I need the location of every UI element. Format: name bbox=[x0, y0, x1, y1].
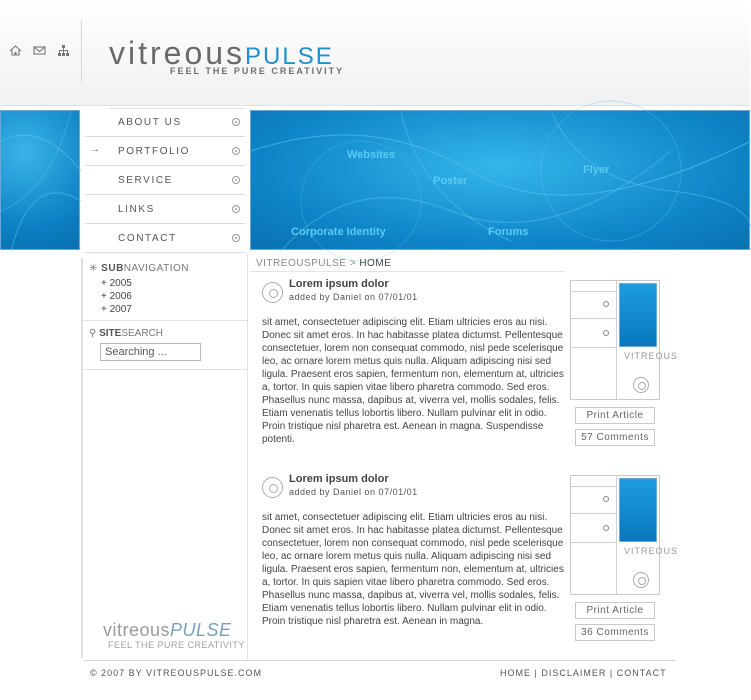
subnav-item-2006[interactable]: + 2006 bbox=[101, 291, 132, 302]
nav-label: CONTACT bbox=[118, 233, 177, 244]
sidebar-tagline: FEEL THE PURE CREATIVITY bbox=[108, 640, 245, 650]
nav-bullet-icon bbox=[232, 176, 240, 184]
nav-label: PORTFOLIO bbox=[118, 146, 191, 157]
asterisk-icon: ✳ bbox=[89, 263, 102, 274]
article-title[interactable]: Lorem ipsum dolor bbox=[289, 278, 389, 290]
footer-divider bbox=[83, 660, 675, 661]
footer-link-disclaimer[interactable]: DISCLAIMER bbox=[541, 668, 607, 678]
nav-label: SERVICE bbox=[118, 175, 173, 186]
logo-text-vitreous: vitreous bbox=[109, 35, 246, 71]
nav-item-service[interactable] bbox=[85, 166, 245, 195]
header-divider bbox=[81, 20, 82, 82]
article-title[interactable]: Lorem ipsum dolor bbox=[289, 473, 389, 485]
subnavigation-title: ✳ SUBNAVIGATION bbox=[89, 263, 189, 274]
banner-word-corporate-identity: Corporate Identity bbox=[291, 226, 386, 238]
breadcrumb-divider bbox=[250, 271, 565, 272]
banner-word-websites: Websites bbox=[347, 149, 396, 161]
sidebar-divider bbox=[83, 320, 247, 321]
print-article-button[interactable]: Print Article bbox=[575, 407, 655, 424]
breadcrumb-root[interactable]: VITREOUSPULSE bbox=[256, 258, 347, 269]
banner-left-image bbox=[0, 110, 80, 250]
breadcrumb: VITREOUSPULSE > HOME bbox=[256, 258, 392, 269]
sidebar-divider bbox=[83, 369, 247, 370]
home-icon[interactable] bbox=[9, 44, 22, 57]
banner-word-forums: Forums bbox=[488, 226, 529, 238]
thumbnail-text: VITREOUS bbox=[624, 546, 679, 556]
main-nav bbox=[85, 108, 245, 253]
banner-word-flyer: Flyer bbox=[583, 164, 610, 176]
nav-item-about-us[interactable] bbox=[85, 108, 245, 137]
footer-link-home[interactable]: HOME bbox=[500, 668, 531, 678]
article-body: sit amet, consectetuer adipiscing elit. Etiam ultricies eros au nisi. Donec sit amet eros. In hac habitasse platea dictumst. Pellentesque consectetuer, lorem non consequat commodo, nisl pede scelerisque leo, ac ornare lorem metus quis nulla. Aliquam adipiscing nisi sed ligula. Praesent eros sapien, fermentum non, elementum at, ultricies a, tortor. In quis sapien vitae libero pharetra commodo. Sed eros. Phasellus nunc massa, dapibus at, viverra vel, mollis sodales, felis. Etiam venenatis tellus lobortis libero. Nullam pulvinar elit in odio. Proin tristique nisl pharetra est. Aenean in magna. bbox=[262, 512, 564, 627]
thumbnail-preview-image bbox=[619, 478, 657, 542]
search-icon: ⚲ bbox=[89, 328, 100, 339]
banner-portfolio-image bbox=[250, 110, 750, 250]
thumbnail-preview-image bbox=[619, 283, 657, 347]
article-meta: added by Daniel on 07/01/01 bbox=[289, 487, 418, 497]
footer-link-contact[interactable]: CONTACT bbox=[616, 668, 667, 678]
sitesearch-title: ⚲ SITESEARCH bbox=[89, 328, 164, 339]
active-arrow-icon: → bbox=[90, 144, 100, 155]
subnav-item-2005[interactable]: + 2005 bbox=[101, 278, 132, 289]
article-meta: added by Daniel on 07/01/01 bbox=[289, 292, 418, 302]
comments-button[interactable]: 36 Comments bbox=[575, 624, 655, 641]
sidebar-border-right bbox=[247, 254, 248, 660]
article-bullet-icon bbox=[262, 282, 283, 303]
copyright-text: © 2007 BY VITREOUSPULSE.COM bbox=[90, 668, 263, 678]
banner-word-poster: Poster bbox=[433, 175, 468, 187]
thumbnail-circle-icon bbox=[633, 572, 649, 588]
nav-item-links[interactable] bbox=[85, 195, 245, 224]
nav-item-portfolio[interactable] bbox=[85, 137, 245, 166]
thumbnail-circle-icon bbox=[633, 377, 649, 393]
article-thumbnail[interactable] bbox=[570, 475, 679, 595]
thumbnail-text: VITREOUS bbox=[624, 351, 679, 361]
comments-button[interactable]: 57 Comments bbox=[575, 429, 655, 446]
footer-link-separator: | bbox=[534, 668, 538, 678]
site-tagline: FEEL THE PURE CREATIVITY bbox=[170, 66, 345, 76]
article-thumbnail[interactable] bbox=[570, 280, 679, 400]
search-input[interactable] bbox=[100, 343, 201, 361]
top-icons bbox=[9, 44, 70, 57]
breadcrumb-current: HOME bbox=[359, 258, 392, 269]
nav-label: ABOUT US bbox=[118, 117, 182, 128]
article-body: sit amet, consectetuer adipiscing elit. Etiam ultricies eros au nisi. Donec sit amet eros. In hac habitasse platea dictumst. Pellentesque consectetuer, lorem non consequat commodo, nisl pede scelerisque leo, ac ornare lorem metus quis nulla. Aliquam adipiscing nisi sed ligula. Praesent eros sapien, fermentum non, elementum at, ultricies a, tortor. In quis sapien vitae libero pharetra commodo. Sed eros. Phasellus nunc massa, dapibus at, viverra vel, mollis sodales, felis. Etiam venenatis tellus lobortis libero. Nullam pulvinar elit in odio. Proin tristique nisl pharetra est. Aenean in magna. Suspendisse potenti. bbox=[262, 317, 564, 445]
nav-bullet-icon bbox=[232, 234, 240, 242]
footer-link-separator: | bbox=[609, 668, 614, 678]
mail-icon[interactable] bbox=[33, 44, 46, 57]
nav-bullet-icon bbox=[232, 118, 240, 126]
nav-label: LINKS bbox=[118, 204, 155, 215]
header bbox=[0, 0, 750, 106]
footer-links bbox=[500, 668, 667, 678]
sidebar-logo: vitreousPULSE bbox=[103, 620, 232, 640]
sitemap-icon[interactable] bbox=[57, 44, 70, 57]
nav-bullet-icon bbox=[232, 205, 240, 213]
subnav-item-2007[interactable]: + 2007 bbox=[101, 304, 132, 315]
article-bullet-icon bbox=[262, 477, 283, 498]
print-article-button[interactable]: Print Article bbox=[575, 602, 655, 619]
sidebar-border-left bbox=[81, 258, 83, 658]
subnav-list bbox=[101, 277, 132, 316]
logo-text-pulse: PULSE bbox=[245, 43, 334, 70]
nav-item-contact[interactable] bbox=[85, 224, 245, 253]
nav-bullet-icon bbox=[232, 147, 240, 155]
